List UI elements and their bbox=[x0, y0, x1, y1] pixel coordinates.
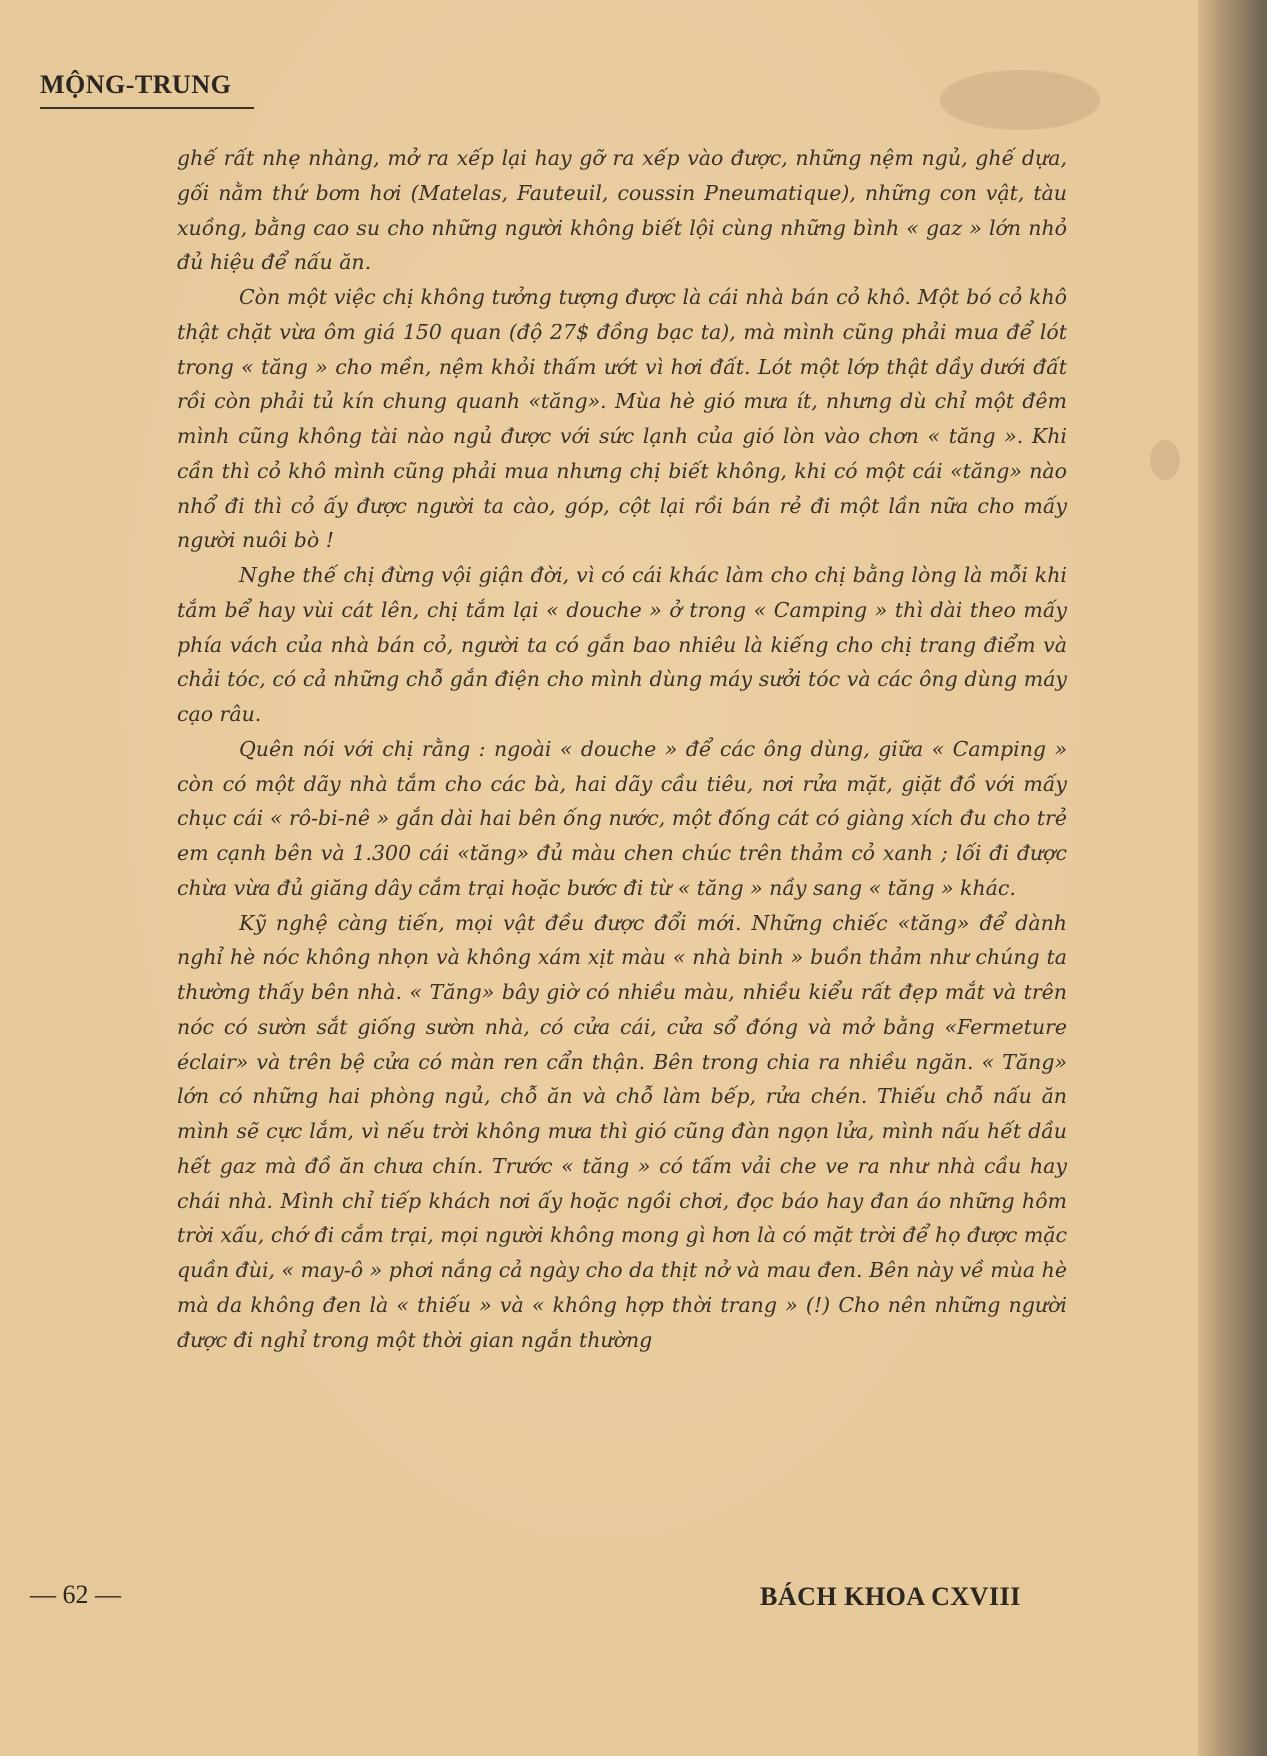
paragraph: Nghe thế chị đừng vội giận đời, vì có cái khác làm cho chị bằng lòng là mỗi khi tắm bể hay vùi cát lên, chị tắm lại « douche » ở trong « Camping » thì dài theo mấy phía vách của nhà bán cỏ, người ta có gắn bao nhiêu là kiếng cho chị trang điểm và chải tóc, có cả những chỗ gắn điện cho mình dùng máy sưởi tóc và các ông dùng máy cạo râu. bbox=[177, 563, 1067, 726]
page-number: — 62 — bbox=[30, 1580, 121, 1609]
paragraph: Còn một việc chị không tưởng tượng được là cái nhà bán cỏ khô. Một bó cỏ khô thật chặt vừa ôm giá 150 quan (độ 27$ đồng bạc ta), mà mình cũng phải mua để lót trong « tăng » cho mền, nệm khỏi thấm ướt vì hơi đất. Lót một lớp thật dầy dưới đất rồi còn phải tủ kín chung quanh «tăng». Mùa hè gió mưa ít, nhưng dù chỉ một đêm mình cũng không tài nào ngủ được với sức lạnh của gió lòn vào chơn « tăng ». Khi cần thì cỏ khô mình cũng phải mua nhưng chị biết không, khi có một cái «tăng» nào nhổ đi thì cỏ ấy được người ta cào, góp, cột lại rồi bán rẻ đi một lần nữa cho mấy người nuôi bò ! bbox=[177, 285, 1067, 553]
page-edge-shadow bbox=[1198, 0, 1267, 1756]
paper-stain bbox=[940, 70, 1100, 130]
paper-stain bbox=[1150, 440, 1180, 480]
journal-title: BÁCH KHOA CXVIII bbox=[760, 1582, 1021, 1611]
header-rule bbox=[40, 107, 254, 109]
article-body bbox=[177, 141, 1067, 1357]
running-head: MỘNG-TRUNG bbox=[40, 70, 232, 99]
paragraph: ghế rất nhẹ nhàng, mở ra xếp lại hay gỡ ra xếp vào được, những nệm ngủ, ghế dựa, gối nằm thứ bơm hơi (Matelas, Fauteuil, coussin Pneumatique), những con vật, tàu xuồng, bằng cao su cho những người không biết lội cùng những bình « gaz » lớn nhỏ đủ hiệu để nấu ăn. bbox=[177, 146, 1067, 275]
paragraph: Quên nói với chị rằng : ngoài « douche » để các ông dùng, giữa « Camping » còn có một dãy nhà tắm cho các bà, hai dãy cầu tiêu, nơi rửa mặt, giặt đồ với mấy chục cái « rô-bi-nê » gắn dài hai bên ống nước, một đống cát có giàng xích đu cho trẻ em cạnh bên và 1.300 cái «tăng» đủ màu chen chúc trên thảm cỏ xanh ; lối đi được chừa vừa đủ giăng dây cắm trại hoặc bước đi từ « tăng » nầy sang « tăng » khác. bbox=[177, 736, 1067, 900]
paragraph: Kỹ nghệ càng tiến, mọi vật đều được đổi mới. Những chiếc «tăng» để dành nghỉ hè nóc không nhọn và không xám xịt màu « nhà binh » buồn thảm như chúng ta thường thấy bên nhà. « Tăng» bây giờ có nhiều màu, nhiều kiểu rất đẹp mắt và trên nóc có sườn sắt giống sườn nhà, có cửa cái, cửa sổ đóng và mở bằng «Fermeture éclair» và trên bệ cửa có màn ren cẩn thận. Bên trong chia ra nhiều ngăn. « Tăng» lớn có những hai phòng ngủ, chỗ ăn và chỗ làm bếp, rửa chén. Thiếu chỗ nấu ăn mình sẽ cực lắm, vì nếu trời không mưa thì gió cũng đàn ngọn lửa, mình nấu hết dầu hết gaz mà đồ ăn chưa chín. Trước « tăng » có tấm vải che ve ra như nhà cầu hay chái nhà. Mình chỉ tiếp khách nơi ấy hoặc ngồi chơi, đọc báo hay đan áo những hôm trời xấu, chớ đi cắm trại, mọi người không mong gì hơn là có mặt trời để họ được mặc quần đùi, « may-ô » phơi nắng cả ngày cho da thịt nở và mau đen. Bên này về mùa hè mà da không đen là « thiếu » và « không hợp thời trang » (!) Cho nên những người được đi nghỉ trong một thời gian ngắn thường bbox=[177, 910, 1067, 1352]
